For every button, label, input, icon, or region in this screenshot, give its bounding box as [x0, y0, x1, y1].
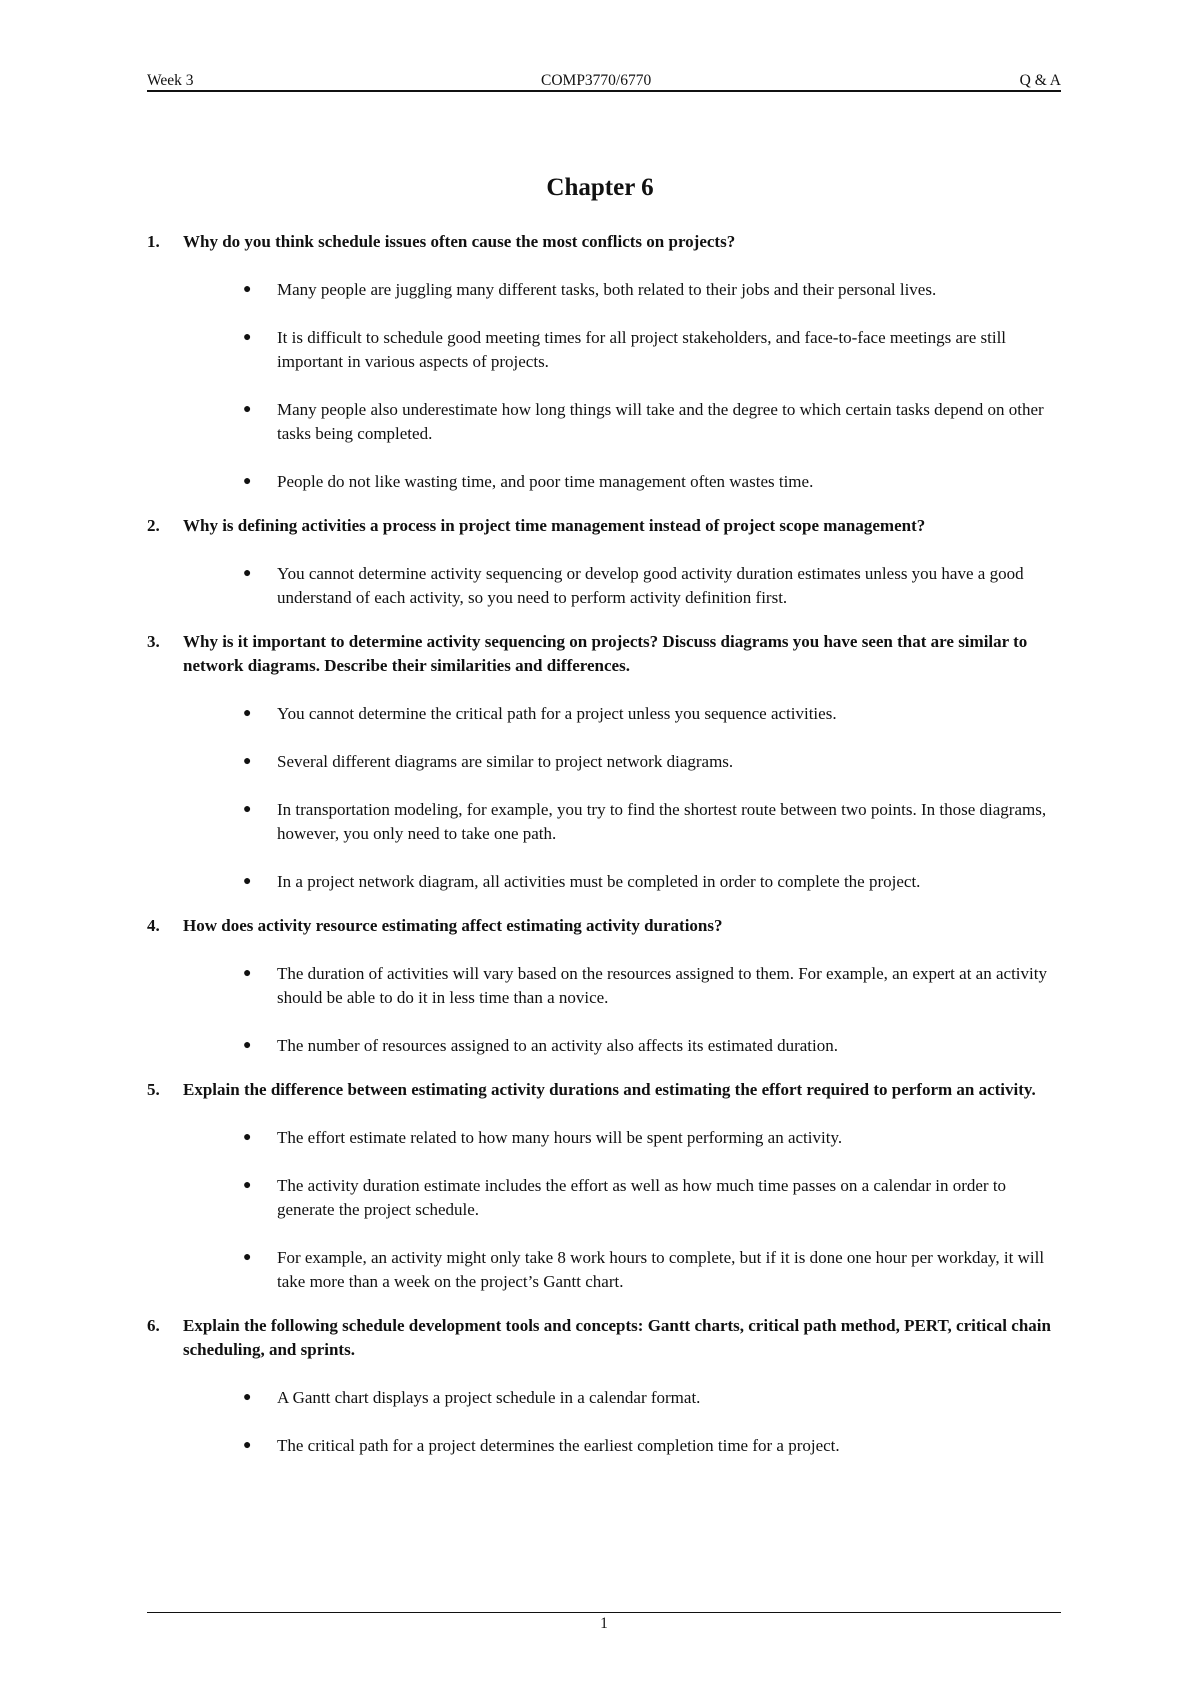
answer-text: The critical path for a project determines the earliest completion time for a project. [277, 1436, 840, 1455]
question-heading [147, 630, 1062, 678]
answer-item [147, 702, 1062, 726]
page-footer [147, 1612, 1061, 1633]
answer-text: The number of resources assigned to an activity also affects its estimated duration. [277, 1036, 838, 1055]
page-header [147, 72, 1061, 92]
question-block [147, 230, 1062, 494]
bullet-icon: ● [243, 1178, 252, 1193]
answer-text: In transportation modeling, for example, you try to find the shortest route between two points. In those diagrams, however, you only need to take one path. [277, 800, 1047, 843]
bullet-icon: ● [243, 706, 252, 721]
question-heading [147, 514, 1062, 538]
answer-item [147, 470, 1062, 494]
answer-item [147, 1386, 1062, 1410]
answer-item [147, 278, 1062, 302]
answer-list [147, 278, 1062, 494]
bullet-icon: ● [243, 1038, 252, 1053]
bullet-icon: ● [243, 1438, 252, 1453]
chapter-title: Chapter 6 [546, 174, 654, 201]
question-number: 2. [147, 516, 160, 535]
bullet-icon: ● [243, 1390, 252, 1405]
question-number: 6. [147, 1316, 160, 1335]
header-week: Week 3 [147, 72, 194, 89]
bullet-icon: ● [243, 474, 252, 489]
answer-text: You cannot determine the critical path for a project unless you sequence activities. [277, 704, 837, 723]
answer-item [147, 1034, 1062, 1058]
answer-list [147, 702, 1062, 894]
answer-list [147, 1386, 1062, 1458]
bullet-icon: ● [243, 402, 252, 417]
bullet-icon: ● [243, 1130, 252, 1145]
answer-item [147, 870, 1062, 894]
question-text: Why is it important to determine activity sequencing on projects? Discuss diagrams you have seen that are similar to network diagrams. Describe their similarities and differences. [183, 632, 1028, 675]
answer-text: Many people are juggling many different tasks, both related to their jobs and their personal lives. [277, 280, 937, 299]
question-heading [147, 914, 1062, 938]
answer-list [147, 962, 1062, 1058]
question-text: Explain the difference between estimating activity durations and estimating the effort required to perform an activity. [183, 1080, 1036, 1099]
question-text: How does activity resource estimating affect estimating activity durations? [183, 916, 723, 935]
question-heading [147, 230, 1062, 254]
bullet-icon: ● [243, 966, 252, 981]
bullet-icon: ● [243, 754, 252, 769]
page-number: 1 [600, 1615, 608, 1632]
answer-text: For example, an activity might only take 8 work hours to complete, but if it is done one hour per workday, it will take more than a week on the project’s Gantt chart. [277, 1248, 1045, 1291]
question-number: 3. [147, 632, 160, 651]
answer-list [147, 562, 1062, 610]
answer-text: It is difficult to schedule good meeting times for all project stakeholders, and face-to-face meetings are still important in various aspects of projects. [277, 328, 1007, 371]
answer-item [147, 1246, 1062, 1294]
answer-text: The activity duration estimate includes the effort as well as how much time passes on a calendar in order to generate the project schedule. [277, 1176, 1007, 1219]
question-number: 5. [147, 1080, 160, 1099]
answer-item [147, 1126, 1062, 1150]
answer-text: The duration of activities will vary based on the resources assigned to them. For example, an expert at an activity should be able to do it in less time than a novice. [277, 964, 1047, 1007]
answer-list [147, 1126, 1062, 1294]
answer-text: People do not like wasting time, and poor time management often wastes time. [277, 472, 814, 491]
bullet-icon: ● [243, 330, 252, 345]
answer-text: You cannot determine activity sequencing or develop good activity duration estimates unless you have a good understand of each activity, so you need to perform activity definition first. [277, 564, 1024, 607]
question-block [147, 1078, 1062, 1294]
answer-item [147, 398, 1062, 446]
bullet-icon: ● [243, 566, 252, 581]
bullet-icon: ● [243, 282, 252, 297]
answer-item [147, 326, 1062, 374]
question-block [147, 914, 1062, 1058]
question-block [147, 514, 1062, 610]
bullet-icon: ● [243, 802, 252, 817]
question-block [147, 1314, 1062, 1458]
answer-item [147, 750, 1062, 774]
question-block [147, 630, 1062, 894]
answer-item [147, 1174, 1062, 1222]
question-heading [147, 1314, 1062, 1362]
answer-item [147, 1434, 1062, 1458]
answer-text: The effort estimate related to how many hours will be spent performing an activity. [277, 1128, 843, 1147]
answer-item [147, 962, 1062, 1010]
question-number: 4. [147, 916, 160, 935]
question-text: Explain the following schedule development tools and concepts: Gantt charts, critical path method, PERT, critical chain scheduling, and sprints. [183, 1316, 1051, 1359]
question-text: Why do you think schedule issues often cause the most conflicts on projects? [183, 232, 736, 251]
question-text: Why is defining activities a process in project time management instead of project scope management? [183, 516, 926, 535]
answer-text: Many people also underestimate how long things will take and the degree to which certain tasks depend on other tasks being completed. [277, 400, 1044, 443]
answer-text: Several different diagrams are similar to project network diagrams. [277, 752, 734, 771]
answer-text: In a project network diagram, all activities must be completed in order to complete the project. [277, 872, 921, 891]
question-number: 1. [147, 232, 160, 251]
header-section: Q & A [1019, 72, 1061, 89]
question-heading [147, 1078, 1062, 1102]
answer-item [147, 798, 1062, 846]
header-course-code: COMP3770/6770 [541, 72, 652, 89]
answer-text: A Gantt chart displays a project schedule in a calendar format. [277, 1388, 701, 1407]
qa-content [147, 230, 1062, 1478]
answer-item [147, 562, 1062, 610]
bullet-icon: ● [243, 874, 252, 889]
bullet-icon: ● [243, 1250, 252, 1265]
